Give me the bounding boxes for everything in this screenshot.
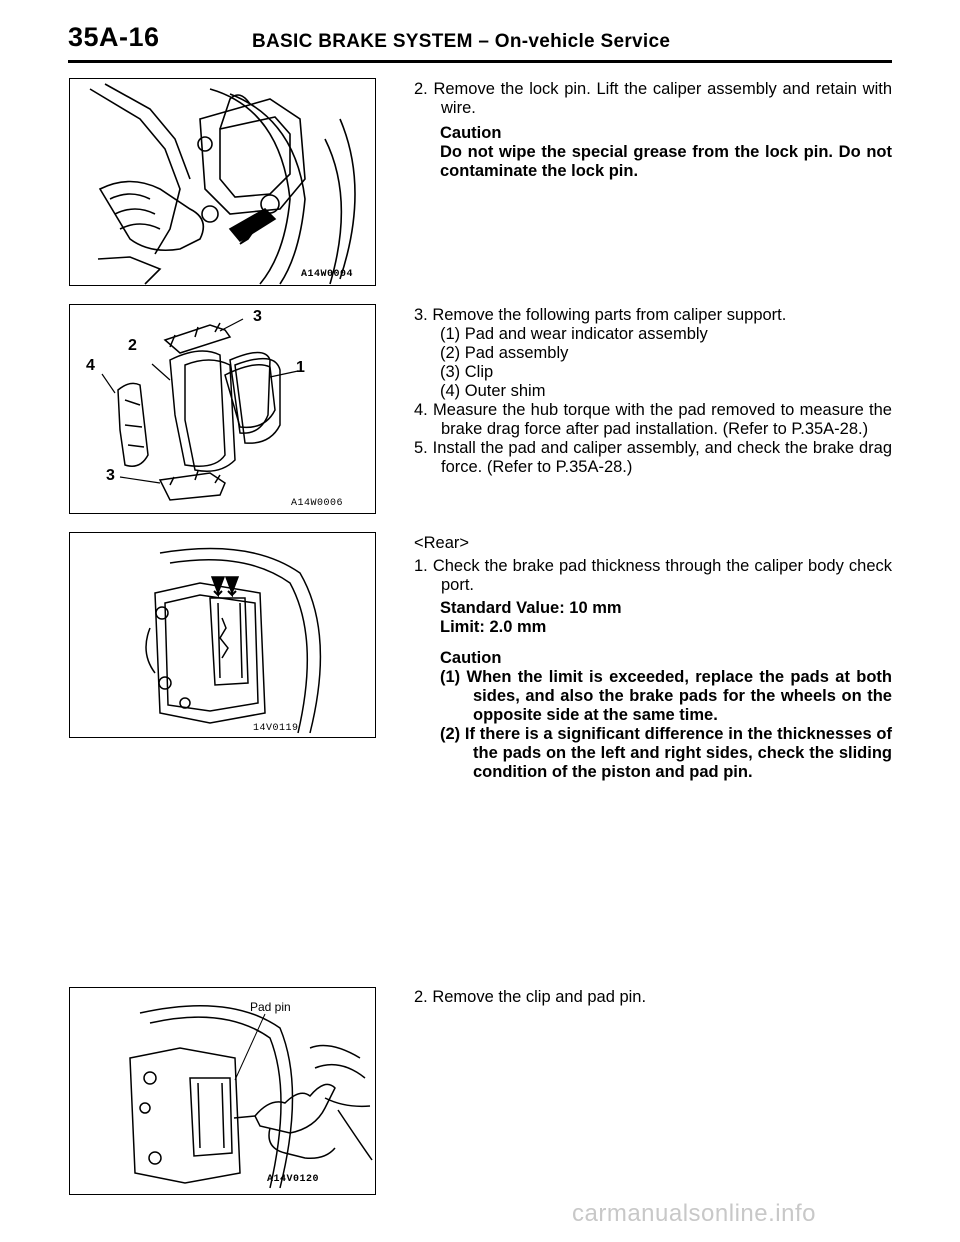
header-rule [68,60,892,63]
part-2: (2) Pad assembly [440,344,569,362]
watermark: carmanualsonline.info [572,1200,816,1227]
section-lock-pin [414,80,892,181]
limit-value: Limit: 2.0 mm [440,618,547,636]
section-remove-parts [414,306,892,477]
caliper-illustration [70,79,376,286]
pad-pin-label: Pad pin [250,1000,291,1014]
page-number: 35A-16 [68,22,160,52]
section-pad-pin [414,988,892,1007]
caution-label: Caution [440,649,502,667]
page-header [68,22,892,58]
step-2-text: 2. Remove the lock pin. Lift the caliper assembly and retain with wire. [414,80,892,117]
callout-2: 2 [128,337,137,354]
figure-code: A14V0120 [267,1174,320,1185]
step-5-text: 5. Install the pad and caliper assembly, and check the brake drag force. (Refer to P.35A-28.) [414,439,892,476]
figure-code: A14W0004 [301,269,354,280]
standard-value: Standard Value: 10 mm [440,599,622,617]
figure-caliper-lock-pin [69,78,376,286]
pad-pin-illustration [70,988,376,1195]
step-2-remove-clip: 2. Remove the clip and pad pin. [414,988,647,1006]
page-title: BASIC BRAKE SYSTEM – On-vehicle Service [252,31,671,52]
caution-text: Do not wipe the special grease from the lock pin. Do not contaminate the lock pin. [440,143,892,180]
step-3-text: 3. Remove the following parts from caliper support. [414,306,787,324]
figure-pad-parts [69,304,376,514]
part-1: (1) Pad and wear indicator assembly [440,325,708,343]
callout-3-bottom: 3 [106,467,115,484]
part-4: (4) Outer shim [440,382,546,400]
figure-code: A14W0006 [291,498,344,509]
section-rear-check [414,534,892,782]
pad-parts-illustration [70,305,376,514]
caution-item-1: (1) When the limit is exceeded, replace the pads at both sides, and also the brake pads for the wheels on the opposite side at the same time. [440,668,892,724]
callout-4: 4 [86,357,95,374]
callout-3-top: 3 [253,308,262,325]
part-3: (3) Clip [440,363,494,381]
figure-pad-pin-removal [69,987,376,1195]
callout-1: 1 [296,359,305,376]
step-1-text: 1. Check the brake pad thickness through the caliper body check port. [414,557,892,594]
caution-item-2: (2) If there is a significant difference in the thicknesses of the pads on the left and right sides, check the sliding condition of the piston and pad pin. [440,725,892,781]
rear-heading: <Rear> [414,534,470,552]
step-4-text: 4. Measure the hub torque with the pad removed to measure the brake drag force after pad installation. (Refer to P.35A-28.) [414,401,892,438]
caution-label: Caution [440,124,502,142]
figure-code: 14V0119 [253,723,299,734]
rear-caliper-illustration [70,533,376,738]
figure-rear-check-port [69,532,376,738]
